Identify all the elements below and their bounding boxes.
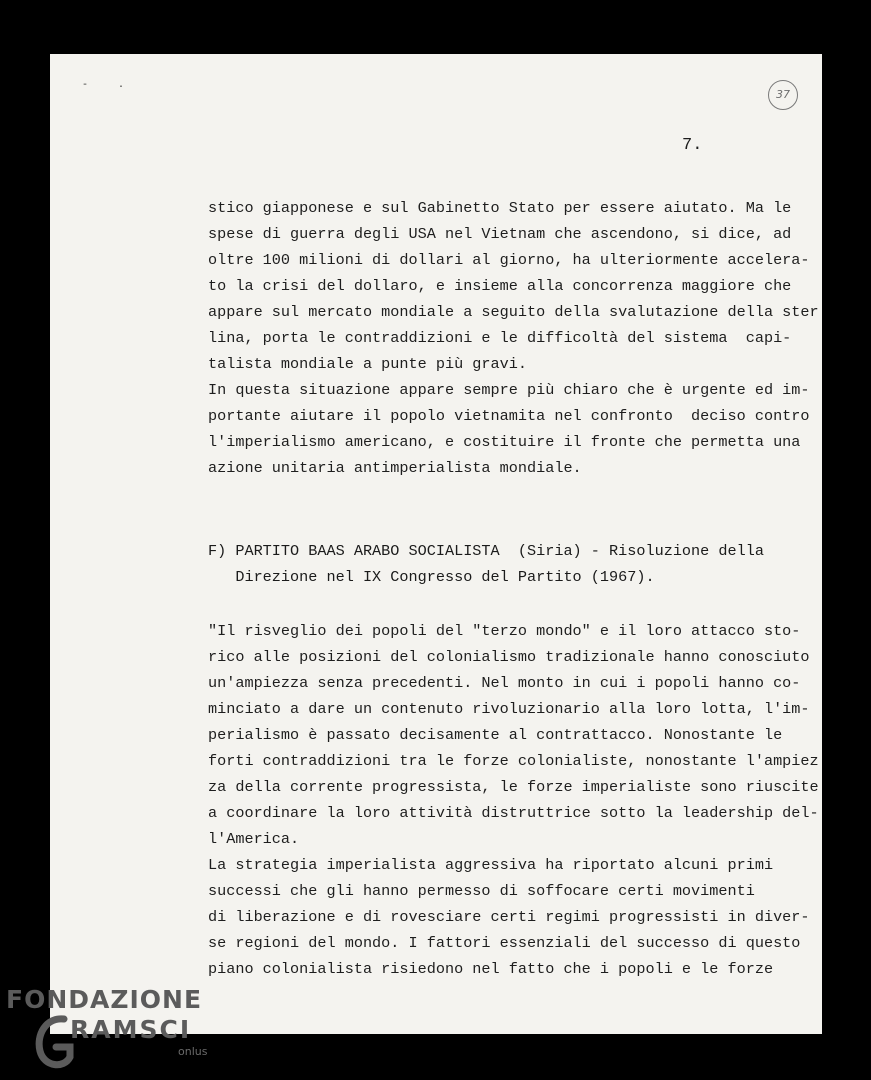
text-line: spese di guerra degli USA nel Vietnam che ascendono, si dice, ad [208,225,792,243]
text-line: a coordinare la loro attività distruttrice sotto la leadership del- [208,804,819,822]
text-line: azione unitaria antimperialista mondiale. [208,459,582,477]
text-line: successi che gli hanno permesso di soffocare certi movimenti [208,882,755,900]
text-line: lina, porta le contraddizioni e le difficoltà del sistema capi- [208,329,792,347]
text-line: se regioni del mondo. I fattori essenziali del successo di questo [208,934,801,952]
g-swoosh-icon [34,1011,74,1073]
text-line: minciato a dare un contenuto rivoluzionario alla loro lotta, l'im- [208,700,810,718]
text-line: to la crisi del dollaro, e insieme alla concorrenza maggiore che [208,277,792,295]
text-line: In questa situazione appare sempre più chiaro che è urgente ed im- [208,381,810,399]
text-line: rico alle posizioni del colonialismo tradizionale hanno conosciuto [208,648,810,666]
text-line: talista mondiale a punte più gravi. [208,355,527,373]
text-line: piano colonialista risiedono nel fatto che i popoli e le forze [208,960,774,978]
text-line: portante aiutare il popolo vietnamita nel confronto deciso contro [208,407,810,425]
text-line: stico giapponese e sul Gabinetto Stato per essere aiutato. Ma le [208,199,792,217]
text-line: za della corrente progressista, le forze imperialiste sono riuscite [208,778,819,796]
heading-line: Direzione nel IX Congresso del Partito (1967). [208,568,655,586]
text-line: di liberazione e di rovesciare certi regimi progressisti in diver- [208,908,810,926]
fondazione-gramsci-logo [0,985,215,1080]
logo-line-fondazione: FONDAZIONE [6,985,203,1014]
text-line: "Il risveglio dei popoli del "terzo mondo" e il loro attacco sto- [208,622,801,640]
logo-line-onlus: onlus [178,1045,208,1058]
page-number: 7. [682,136,703,155]
text-line: forti contraddizioni tra le forze colonialiste, nonostante l'ampiez [208,752,819,770]
archive-stamp: 37 [768,80,798,110]
heading-line: F) PARTITO BAAS ARABO SOCIALISTA (Siria) - Risoluzione della [208,542,764,560]
text-line: perialismo è passato decisamente al contrattacco. Nonostante le [208,726,783,744]
text-line: oltre 100 milioni di dollari al giorno, ha ulteriormente accelera- [208,251,810,269]
margin-marks: - . [82,80,137,91]
text-line: un'ampiezza senza precedenti. Nel monto in cui i popoli hanno co- [208,674,801,692]
text-line: appare sul mercato mondiale a seguito della svalutazione della ster [208,303,819,321]
text-line: La strategia imperialista aggressiva ha riportato alcuni primi [208,856,774,874]
text-line: l'America. [208,830,300,848]
logo-line-gramsci: RAMSCI [70,1015,192,1044]
text-line: l'imperialismo americano, e costituire il fronte che permetta una [208,433,801,451]
